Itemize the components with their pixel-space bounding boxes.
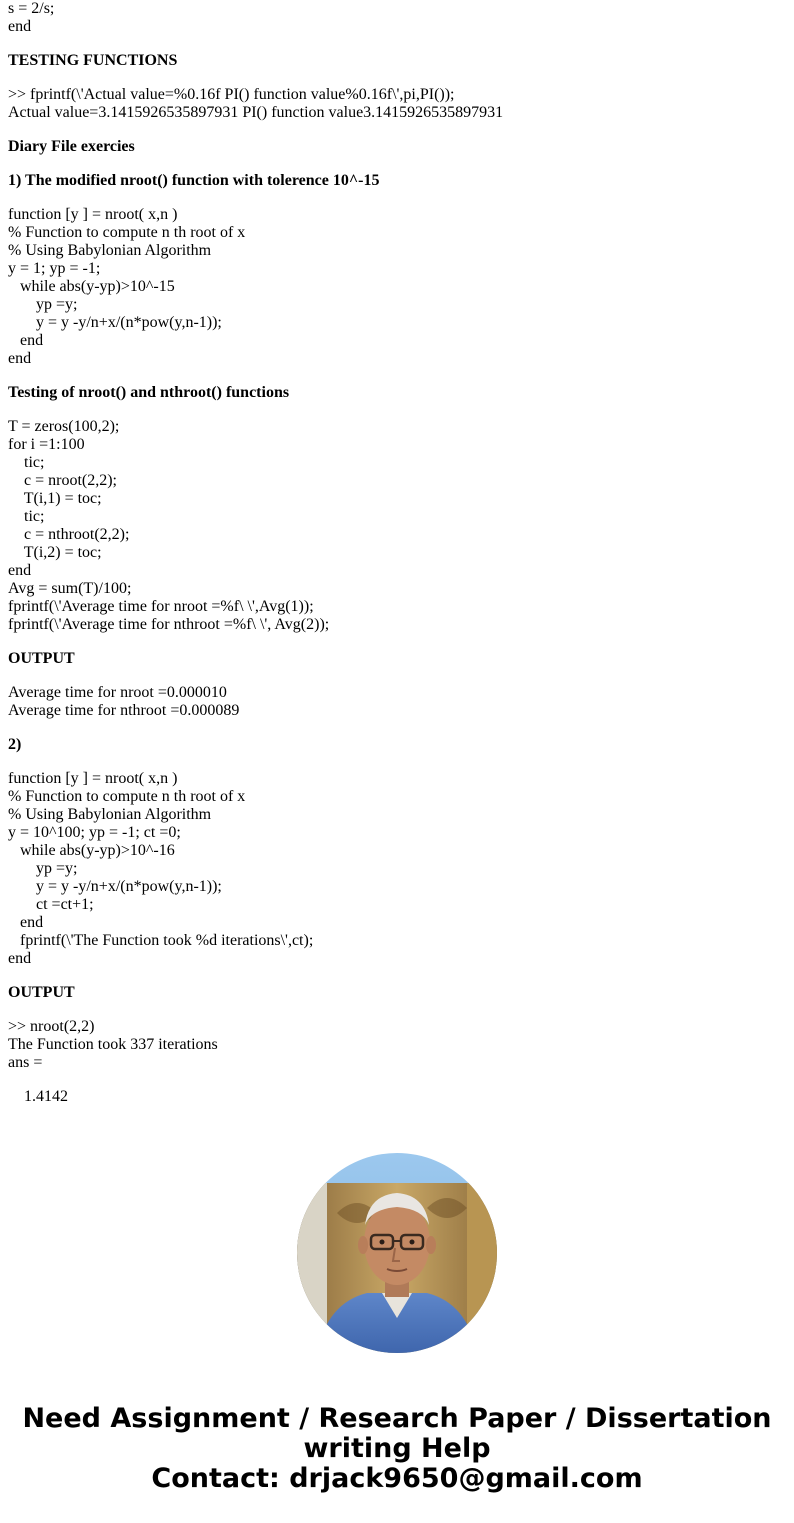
code-line: end — [8, 332, 44, 349]
code-line: function [y ] = nroot( x,n ) — [8, 206, 178, 223]
nroot-function-code — [8, 206, 788, 368]
section1-heading: 1) The modified nroot() function with tolerence 10^-15 — [8, 172, 380, 189]
code-line: T(i,1) = toc; — [8, 490, 102, 507]
author-portrait-image — [297, 1153, 497, 1353]
code-line: end — [8, 562, 32, 579]
output1-block — [8, 684, 788, 720]
promo-line-2: writing Help — [303, 1433, 491, 1464]
code-line: c = nroot(2,2); — [8, 472, 117, 489]
output-line: The Function took 337 iterations — [8, 1036, 218, 1053]
code-line: T(i,2) = toc; — [8, 544, 102, 561]
code-line: while abs(y-yp)>10^-15 — [8, 278, 175, 295]
author-photo — [297, 1153, 497, 1353]
code-line: y = y -y/n+x/(n*pow(y,n-1)); — [8, 878, 222, 895]
code-line: y = y -y/n+x/(n*pow(y,n-1)); — [8, 314, 222, 331]
output1-heading: OUTPUT — [8, 650, 75, 667]
code-line: % Using Babylonian Algorithm — [8, 806, 212, 823]
intro-code-block — [8, 0, 788, 36]
output-line: >> nroot(2,2) — [8, 1018, 95, 1035]
code-line: yp =y; — [8, 296, 78, 313]
code-line: y = 1; yp = -1; — [8, 260, 101, 277]
section2-heading: 2) — [8, 736, 22, 753]
testing-nroot-code — [8, 418, 788, 634]
promo-contact: Contact: drjack9650@gmail.com — [151, 1463, 643, 1494]
code-line: for i =1:100 — [8, 436, 85, 453]
code-line: fprintf(\'The Function took %d iterations\',ct); — [8, 932, 314, 949]
output-line: Average time for nroot =0.000010 — [8, 684, 227, 701]
document-body — [8, 0, 788, 1106]
code-line: ct =ct+1; — [8, 896, 94, 913]
testing-functions-heading: TESTING FUNCTIONS — [8, 52, 178, 69]
code-line: Avg = sum(T)/100; — [8, 580, 132, 597]
code-line: % Using Babylonian Algorithm — [8, 242, 212, 259]
output2-heading: OUTPUT — [8, 984, 75, 1001]
output2-value: 1.4142 — [8, 1088, 68, 1105]
promo-line-1: Need Assignment / Research Paper / Dissertation — [22, 1403, 772, 1434]
code-line: function [y ] = nroot( x,n ) — [8, 770, 178, 787]
code-line: end — [8, 18, 32, 35]
code-line: while abs(y-yp)>10^-16 — [8, 842, 175, 859]
code-line: yp =y; — [8, 860, 78, 877]
output-line: ans = — [8, 1054, 43, 1071]
code-line: T = zeros(100,2); — [8, 418, 120, 435]
code-line: fprintf(\'Average time for nthroot =%f\ \', Avg(2)); — [8, 616, 330, 633]
diary-file-heading: Diary File exercies — [8, 138, 135, 155]
code-line: c = nthroot(2,2); — [8, 526, 130, 543]
code-line: end — [8, 950, 32, 967]
code-line: s = 2/s; — [8, 0, 55, 17]
code-line: fprintf(\'Average time for nroot =%f\ \',Avg(1)); — [8, 598, 314, 615]
code-line: >> fprintf(\'Actual value=%0.16f PI() function value%0.16f\',pi,PI()); — [8, 86, 455, 103]
code-line: tic; — [8, 454, 45, 471]
code-line: end — [8, 914, 44, 931]
nroot-iterations-code — [8, 770, 788, 968]
code-line: % Function to compute n th root of x — [8, 224, 246, 241]
output-line: Average time for nthroot =0.000089 — [8, 702, 240, 719]
testing-functions-block — [8, 86, 788, 122]
testing-nroot-heading: Testing of nroot() and nthroot() functions — [8, 384, 290, 401]
code-line: tic; — [8, 508, 45, 525]
code-line: y = 10^100; yp = -1; ct =0; — [8, 824, 181, 841]
promo-banner — [0, 1404, 794, 1494]
code-line: % Function to compute n th root of x — [8, 788, 246, 805]
code-line: end — [8, 350, 32, 367]
code-line: Actual value=3.1415926535897931 PI() function value3.1415926535897931 — [8, 104, 504, 121]
output2-block — [8, 1018, 788, 1072]
